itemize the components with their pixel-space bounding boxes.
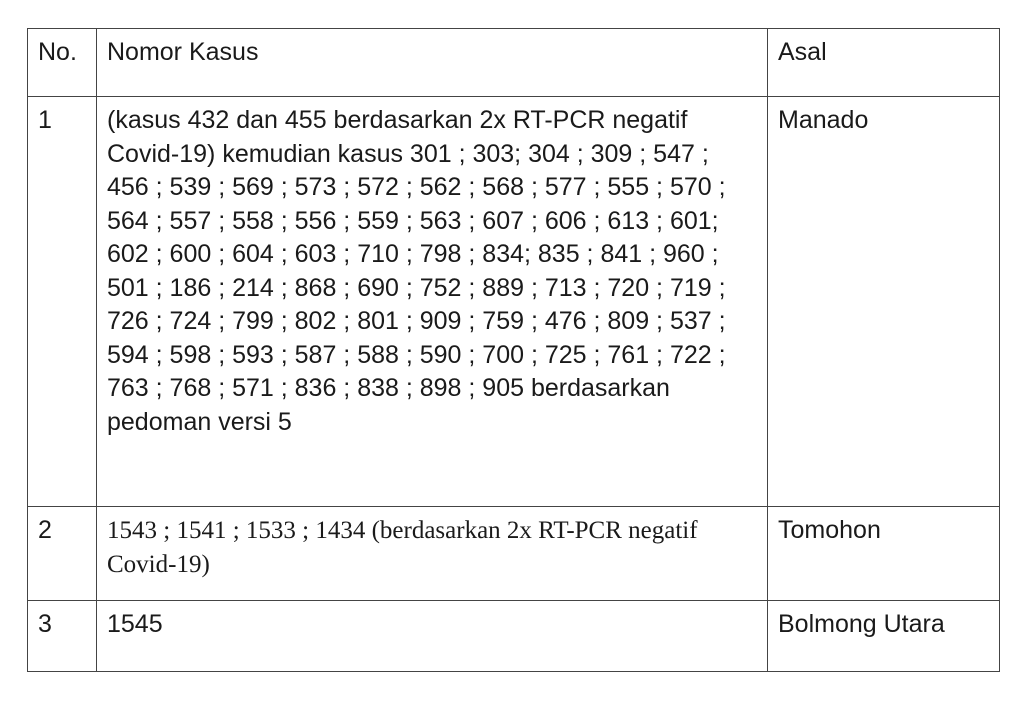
cell-no: [28, 97, 97, 507]
cell-no: [28, 507, 97, 601]
cell-no: [28, 601, 97, 672]
cell-asal: [768, 507, 1000, 601]
header-nomor-kasus: [97, 29, 768, 97]
case-table: [27, 28, 1000, 672]
table-header-row: [28, 29, 1000, 97]
case-numbers: (kasus 432 dan 455 berdasarkan 2x RT-PCR negatif Covid-19) kemudian kasus 301 ; 303; 304 ; 309 ; 547 ; 456 ; 539 ; 569 ; 573 ; 572 ; 562 ; 568 ; 577 ; 555 ; 570 ; 564 ; 557 ; 558 ; 556 ; 559 ; 563 ; 607 ; 606 ; 613 ; 601; 602 ; 600 ; 604 ; 603 ; 710 ; 798 ; 834; 835 ; 841 ; 960 ; 501 ; 186 ; 214 ; 868 ; 690 ; 752 ; 889 ; 713 ; 720 ; 719 ; 726 ; 724 ; 799 ; 802 ; 801 ; 909 ; 759 ; 476 ; 809 ; 537 ; 594 ; 598 ; 593 ; 587 ; 588 ; 590 ; 700 ; 725 ; 761 ; 722 ; 763 ; 768 ; 571 ; 836 ; 838 ; 898 ; 905 berdasarkan pedoman versi 5: [107, 106, 726, 436]
row-number: 2: [38, 516, 52, 544]
origin: Bolmong Utara: [778, 610, 945, 638]
row-number: 3: [38, 610, 52, 638]
table-row: [28, 601, 1000, 672]
row-number: 1: [38, 106, 52, 134]
origin: Tomohon: [778, 516, 881, 544]
header-asal-label: Asal: [778, 38, 827, 66]
case-numbers: 1545: [107, 610, 163, 638]
cell-asal: [768, 601, 1000, 672]
header-no-label: No.: [38, 38, 77, 66]
case-numbers: 1543 ; 1541 ; 1533 ; 1434 (berdasarkan 2x RT-PCR negatif Covid-19): [107, 517, 698, 578]
header-asal: [768, 29, 1000, 97]
cell-nomor-kasus: [97, 507, 768, 601]
cell-nomor-kasus: [97, 601, 768, 672]
cell-nomor-kasus: [97, 97, 768, 507]
header-no: [28, 29, 97, 97]
cell-asal: [768, 97, 1000, 507]
table-row: [28, 507, 1000, 601]
table-row: [28, 97, 1000, 507]
header-nomor-kasus-label: Nomor Kasus: [107, 38, 259, 66]
origin: Manado: [778, 106, 869, 134]
